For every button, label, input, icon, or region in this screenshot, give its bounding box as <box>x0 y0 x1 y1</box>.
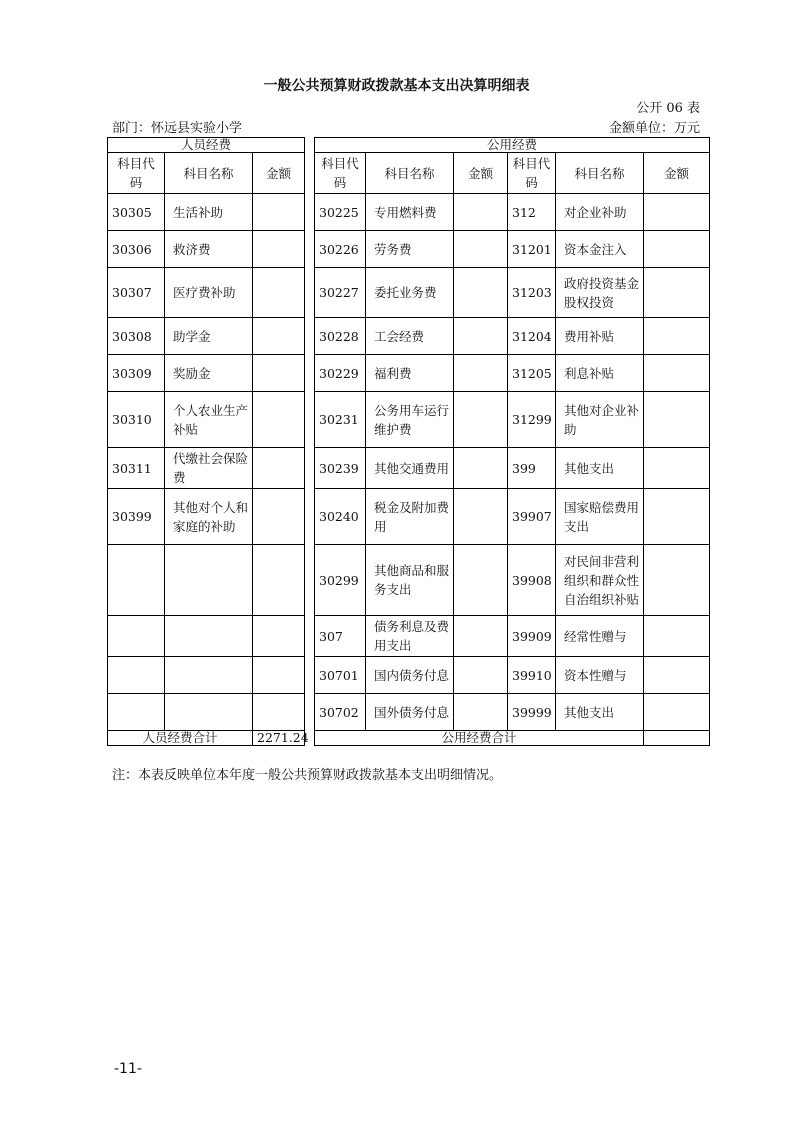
column-gap <box>305 138 315 153</box>
public-amount-2-cell <box>644 694 710 731</box>
public-amount-cell <box>454 318 508 355</box>
public-amount-cell <box>454 694 508 731</box>
public-name-2-cell: 资本金注入 <box>556 231 644 268</box>
expenditure-detail-table <box>107 137 710 746</box>
personnel-amount-cell <box>253 657 305 694</box>
column-gap <box>305 153 315 194</box>
personnel-amount-cell <box>253 545 305 616</box>
public-code-2-cell: 39908 <box>508 545 556 616</box>
public-amount-2-cell <box>644 392 710 448</box>
personnel-name-cell: 代缴社会保险费 <box>165 448 253 489</box>
personnel-code-cell <box>108 657 165 694</box>
public-code-cell: 30231 <box>315 392 366 448</box>
page-number: -11- <box>114 1061 142 1077</box>
total-public-label: 公用经费合计 <box>315 731 644 746</box>
personnel-name-cell <box>165 545 253 616</box>
column-gap <box>305 616 315 657</box>
public-name-cell: 税金及附加费用 <box>366 489 454 545</box>
table-row <box>108 318 710 355</box>
column-gap <box>305 268 315 318</box>
personnel-code-cell: 30399 <box>108 489 165 545</box>
column-gap <box>305 657 315 694</box>
personnel-name-cell <box>165 694 253 731</box>
col-header-amount: 金额 <box>253 153 305 194</box>
public-name-cell: 工会经费 <box>366 318 454 355</box>
group-header-row <box>108 138 710 153</box>
table-row <box>108 694 710 731</box>
personnel-code-cell: 30311 <box>108 448 165 489</box>
public-amount-cell <box>454 448 508 489</box>
public-code-2-cell: 31204 <box>508 318 556 355</box>
public-name-cell: 其他商品和服务支出 <box>366 545 454 616</box>
public-name-cell: 专用燃料费 <box>366 194 454 231</box>
public-code-cell: 30228 <box>315 318 366 355</box>
public-name-2-cell: 资本性赠与 <box>556 657 644 694</box>
personnel-amount-cell <box>253 392 305 448</box>
table-row <box>108 231 710 268</box>
column-gap <box>305 489 315 545</box>
personnel-amount-cell <box>253 448 305 489</box>
column-header-row <box>108 153 710 194</box>
column-gap <box>305 355 315 392</box>
public-amount-2-cell <box>644 657 710 694</box>
public-name-cell: 国外债务付息 <box>366 694 454 731</box>
public-code-cell: 307 <box>315 616 366 657</box>
public-name-cell: 国内债务付息 <box>366 657 454 694</box>
personnel-name-cell: 助学金 <box>165 318 253 355</box>
public-amount-2-cell <box>644 545 710 616</box>
public-amount-cell <box>454 657 508 694</box>
column-gap <box>305 194 315 231</box>
public-name-cell: 劳务费 <box>366 231 454 268</box>
col-header-name: 科目名称 <box>556 153 644 194</box>
personnel-amount-cell <box>253 616 305 657</box>
total-personnel-value: 2271.24 <box>253 731 305 746</box>
public-name-2-cell: 其他对企业补助 <box>556 392 644 448</box>
table-row <box>108 616 710 657</box>
col-header-name: 科目名称 <box>165 153 253 194</box>
public-code-2-cell: 39907 <box>508 489 556 545</box>
report-title: 一般公共预算财政拨款基本支出决算明细表 <box>263 78 530 94</box>
public-code-cell: 30229 <box>315 355 366 392</box>
public-name-cell: 其他交通费用 <box>366 448 454 489</box>
public-code-cell: 30227 <box>315 268 366 318</box>
col-header-code: 科目代码 <box>108 153 165 194</box>
public-name-cell: 公务用车运行维护费 <box>366 392 454 448</box>
table-row <box>108 545 710 616</box>
public-name-2-cell: 政府投资基金股权投资 <box>556 268 644 318</box>
personnel-code-cell: 30305 <box>108 194 165 231</box>
public-name-2-cell: 利息补贴 <box>556 355 644 392</box>
table-row <box>108 489 710 545</box>
public-code-cell: 30299 <box>315 545 366 616</box>
table-footnote: 注：本表反映单位本年度一般公共预算财政拨款基本支出明细情况。 <box>112 768 503 783</box>
personnel-code-cell: 30310 <box>108 392 165 448</box>
personnel-code-cell: 30307 <box>108 268 165 318</box>
column-gap <box>305 694 315 731</box>
personnel-name-cell: 救济费 <box>165 231 253 268</box>
public-amount-cell <box>454 392 508 448</box>
public-code-cell: 30702 <box>315 694 366 731</box>
personnel-code-cell: 30308 <box>108 318 165 355</box>
public-code-2-cell: 399 <box>508 448 556 489</box>
personnel-amount-cell <box>253 694 305 731</box>
public-code-2-cell: 31203 <box>508 268 556 318</box>
personnel-name-cell <box>165 616 253 657</box>
public-name-2-cell: 对民间非营利组织和群众性自治组织补贴 <box>556 545 644 616</box>
personnel-amount-cell <box>253 489 305 545</box>
personnel-code-cell: 30306 <box>108 231 165 268</box>
public-amount-cell <box>454 194 508 231</box>
personnel-name-cell: 生活补助 <box>165 194 253 231</box>
table-row <box>108 392 710 448</box>
public-name-cell: 委托业务费 <box>366 268 454 318</box>
personnel-code-cell: 30309 <box>108 355 165 392</box>
group-header-public: 公用经费 <box>315 138 710 153</box>
personnel-name-cell: 个人农业生产补贴 <box>165 392 253 448</box>
public-code-2-cell: 31201 <box>508 231 556 268</box>
table-row <box>108 657 710 694</box>
totals-row <box>108 731 710 746</box>
personnel-amount-cell <box>253 355 305 392</box>
personnel-code-cell <box>108 694 165 731</box>
public-code-2-cell: 31205 <box>508 355 556 392</box>
public-amount-cell <box>454 231 508 268</box>
public-name-2-cell: 其他支出 <box>556 448 644 489</box>
public-name-cell: 债务利息及费用支出 <box>366 616 454 657</box>
personnel-name-cell: 奖励金 <box>165 355 253 392</box>
public-name-2-cell: 其他支出 <box>556 694 644 731</box>
public-amount-cell <box>454 355 508 392</box>
public-code-cell: 30225 <box>315 194 366 231</box>
column-gap <box>305 448 315 489</box>
public-code-cell: 30226 <box>315 231 366 268</box>
personnel-amount-cell <box>253 268 305 318</box>
personnel-name-cell: 其他对个人和家庭的补助 <box>165 489 253 545</box>
col-header-name: 科目名称 <box>366 153 454 194</box>
public-amount-2-cell <box>644 448 710 489</box>
table-row <box>108 355 710 392</box>
public-code-2-cell: 31299 <box>508 392 556 448</box>
department-label: 部门：怀远县实验小学 <box>112 121 243 136</box>
public-name-cell: 福利费 <box>366 355 454 392</box>
public-amount-2-cell <box>644 616 710 657</box>
public-amount-2-cell <box>644 318 710 355</box>
public-amount-2-cell <box>644 355 710 392</box>
total-personnel-label: 人员经费合计 <box>108 731 253 746</box>
public-name-2-cell: 对企业补助 <box>556 194 644 231</box>
public-amount-2-cell <box>644 231 710 268</box>
public-amount-2-cell <box>644 268 710 318</box>
column-gap <box>305 318 315 355</box>
amount-unit-label: 金额单位：万元 <box>608 121 700 136</box>
column-gap <box>305 392 315 448</box>
table-row <box>108 448 710 489</box>
public-amount-2-cell <box>644 489 710 545</box>
public-code-2-cell: 39999 <box>508 694 556 731</box>
group-header-personnel: 人员经费 <box>108 138 305 153</box>
personnel-name-cell: 医疗费补助 <box>165 268 253 318</box>
col-header-amount: 金额 <box>454 153 508 194</box>
public-code-cell: 30701 <box>315 657 366 694</box>
public-name-2-cell: 国家赔偿费用支出 <box>556 489 644 545</box>
public-code-cell: 30240 <box>315 489 366 545</box>
public-amount-2-cell <box>644 194 710 231</box>
form-number: 公开 06 表 <box>636 101 700 116</box>
public-name-2-cell: 经常性赠与 <box>556 616 644 657</box>
personnel-amount-cell <box>253 194 305 231</box>
public-amount-cell <box>454 489 508 545</box>
public-name-2-cell: 费用补贴 <box>556 318 644 355</box>
public-amount-cell <box>454 545 508 616</box>
personnel-code-cell <box>108 616 165 657</box>
public-code-2-cell: 39909 <box>508 616 556 657</box>
column-gap <box>305 231 315 268</box>
col-header-code: 科目代码 <box>315 153 366 194</box>
public-code-cell: 30239 <box>315 448 366 489</box>
personnel-name-cell <box>165 657 253 694</box>
col-header-code: 科目代码 <box>508 153 556 194</box>
public-code-2-cell: 39910 <box>508 657 556 694</box>
public-amount-cell <box>454 268 508 318</box>
table-row <box>108 268 710 318</box>
personnel-code-cell <box>108 545 165 616</box>
public-amount-cell <box>454 616 508 657</box>
personnel-amount-cell <box>253 231 305 268</box>
total-public-value <box>644 731 710 746</box>
personnel-amount-cell <box>253 318 305 355</box>
column-gap <box>305 545 315 616</box>
public-code-2-cell: 312 <box>508 194 556 231</box>
table-row <box>108 194 710 231</box>
col-header-amount: 金额 <box>644 153 710 194</box>
